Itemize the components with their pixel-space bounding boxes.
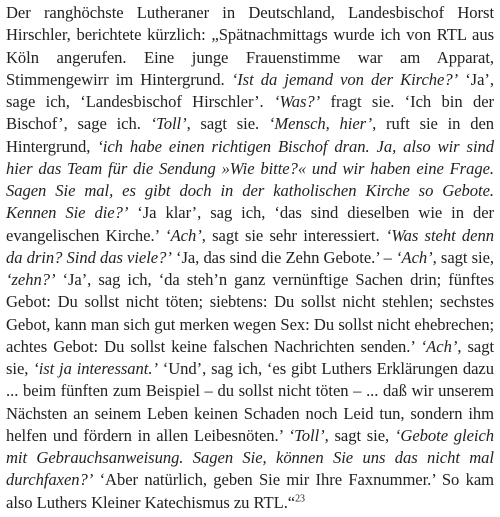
text-run: , ruft sie in den Hintergrund, <box>6 114 495 156</box>
footnote-reference: 23 <box>295 492 306 504</box>
text-run: ‘Aber natürlich, geben Sie mir Ihre Faxnummer.’ So kam also Luthers Kleiner Katechismus zu RTL.“ <box>6 470 494 512</box>
quoted-speech-italic: ‘Ist da jemand von der Kirche?’ <box>231 69 459 89</box>
quoted-speech-italic: ‘Ach’ <box>396 247 433 267</box>
text-run: ‘Ja’, sag ich, ‘da steh’n ganz vernünftige Sachen drin; fünftes Gebot: Du sollst nicht töten; siebtens: Du sollst nicht stehlen; sechstes Gebot, kann man sich gut merken wegen Sex: Du sollst nicht ehebrechen; achtes Gebot: Du sollst keine falschen Nachrichten senden.’ <box>6 270 494 356</box>
text-run: ‘Ja klar’, sag ich, ‘das sind dieselben wie in der evangelischen Kirche.’ <box>6 203 494 245</box>
quoted-speech-italic: ‘ist ja interessant.’ <box>33 359 158 378</box>
quoted-speech-italic: ‘Toll’ <box>150 114 187 134</box>
body-paragraph <box>6 2 494 514</box>
text-run: , sagt sie. <box>186 114 269 134</box>
text-run: ‘Ja, das sind die Zehn Gebote.’ – <box>171 247 397 267</box>
text-run: , sagt sie, <box>324 425 395 445</box>
text-run: , sagt sie, <box>432 247 494 267</box>
quoted-speech-italic: ‘Gebote gleich mit Gebrauchsanweisung. Sagen Sie, können Sie uns das nicht mal durchfaxen?’ <box>6 425 495 490</box>
text-run: Der ranghöchste Lutheraner in Deutschland, Landesbischof Horst Hirschler, berichtete kürzlich: „Spätnachmittags wurde ich von RTL aus Köln angerufen. Eine junge Frauenstimme war am Apparat, Stimmengewirr im Hintergrund. <box>6 3 494 89</box>
quoted-speech-italic: ‘Was?’ <box>274 92 321 111</box>
quoted-speech-italic: ‘ich habe einen richtigen Bischof dran. Ja, also wir sind hier das Team für die Sendung »Wie bitte?« und wir haben eine Frage. Sagen Sie mal, es gibt doch in der katholischen Kirche so Gebote. Kennen Sie die?’ <box>6 136 494 223</box>
text-run: , sagt sie sehr interessiert. <box>201 225 386 245</box>
quoted-speech-italic: ‘Ach’ <box>165 225 202 245</box>
quoted-speech-italic: ‘Toll’ <box>288 425 325 445</box>
quoted-speech-italic: ‘Mensch, hier’ <box>268 114 373 134</box>
quoted-speech-italic: ‘zehn?’ <box>6 270 56 289</box>
text-run: fragt sie. ‘Ich bin der Bischof’, sage ich. <box>6 92 494 134</box>
text-run: ‘Und’, sag ich, ‘es gibt Luthers Erklärungen dazu ... beim fünften zum Beispiel – du sollst nicht töten – ... daß wir unserem Nächsten an seinem Leben keinen Schaden noch Leid tun, sondern ihm helfen und fördern in allen Leibesnöten.’ <box>6 359 494 445</box>
quoted-speech-italic: ‘Was steht denn da drin? Sind das viele?’ <box>6 225 494 267</box>
text-run: , sagt sie, <box>6 336 495 378</box>
text-run: ‘Ja’, sage ich, ‘Landesbischof Hirschler’. <box>6 69 494 111</box>
quoted-speech-italic: ‘Ach’ <box>420 336 458 356</box>
